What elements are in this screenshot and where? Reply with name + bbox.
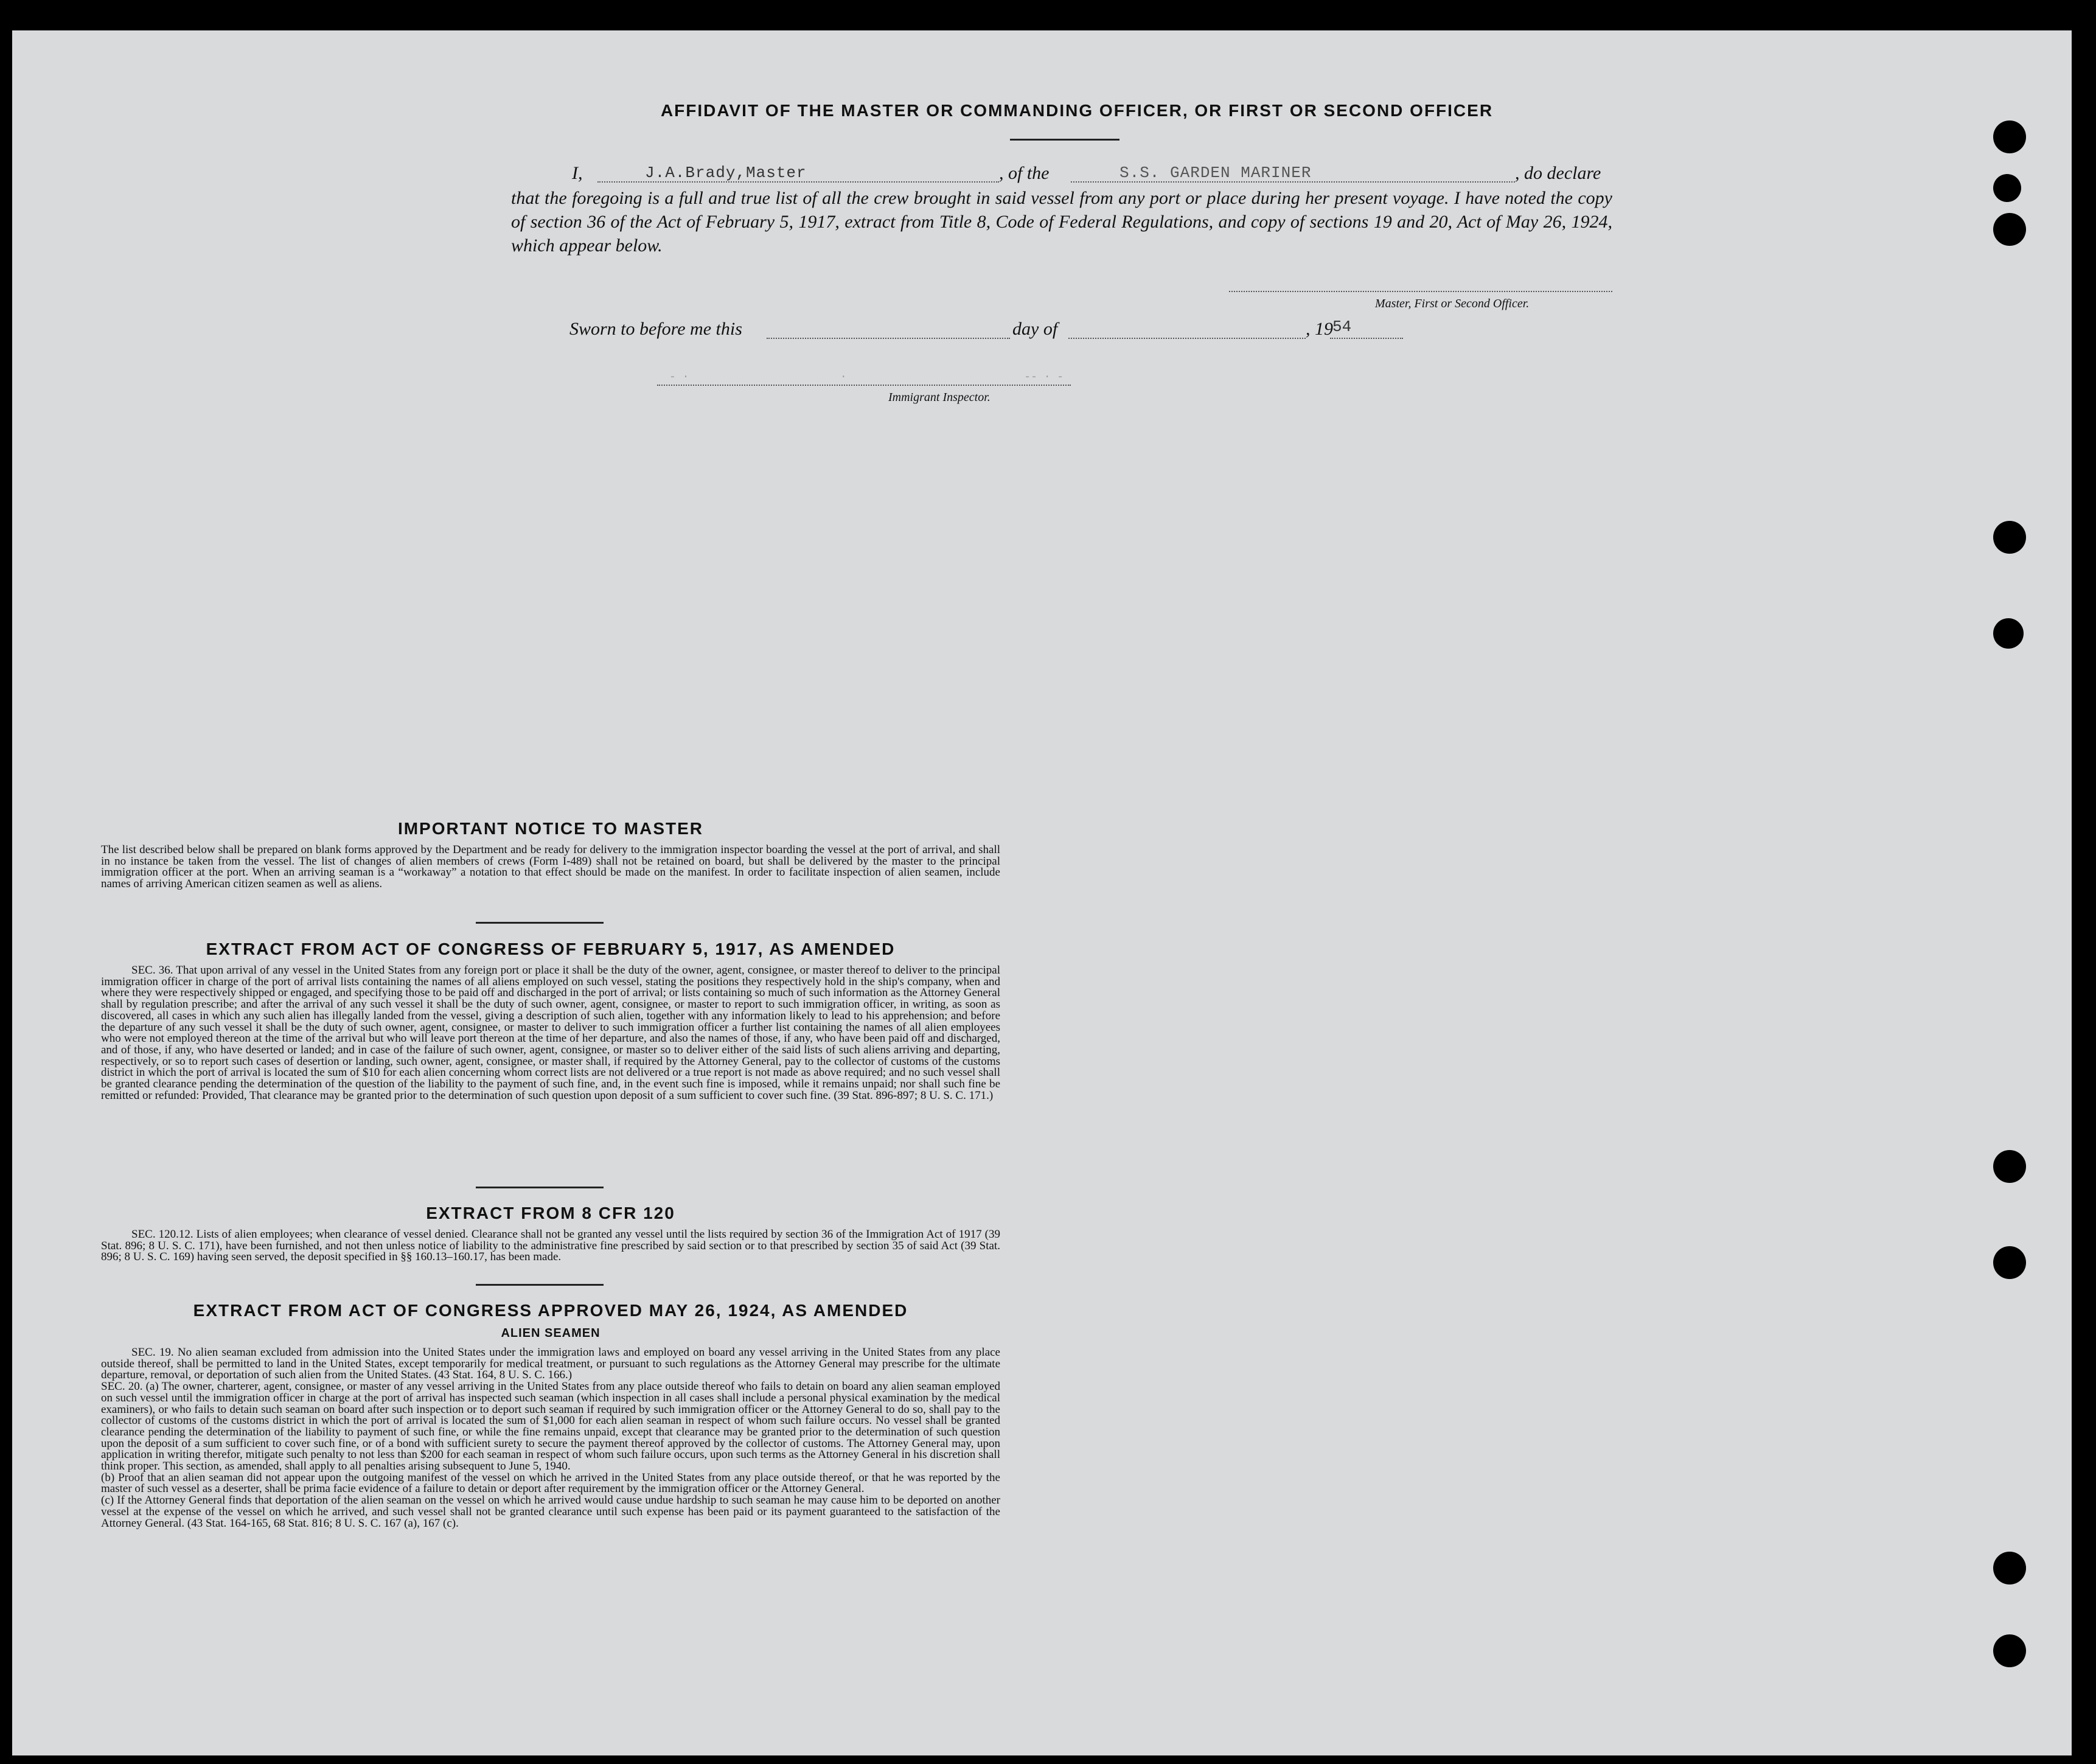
vessel-name-value: S.S. GARDEN MARINER xyxy=(1119,164,1312,182)
notice-text: The list described below shall be prepared on blank forms approved by the Department and be ready for delivery to the immigration inspector boarding the vessel at the port of arrival, and shall in no instance be taken from the vessel. The list of changes of alien members of crews (Form I-489) shall not be retained on board, but shall be delivered by the master to the principal immigration officer at the port. When an arriving seaman is a “workaway” a notation to that effect should be made on the manifest. In order to facilitate inspection of alien seamen, include names of arriving American citizen seamen as well as aliens. xyxy=(101,843,1000,891)
sworn-day-line xyxy=(767,338,1010,339)
master-signature-label: Master, First or Second Officer. xyxy=(1375,297,1530,310)
title-divider xyxy=(1010,139,1119,141)
punch-hole xyxy=(1993,521,2026,554)
master-name-value: J.A.Brady,Master xyxy=(645,164,807,182)
sworn-label: Sworn to before me this xyxy=(569,319,742,339)
inspector-signature-line xyxy=(657,385,1071,386)
affidavit-body: that the foregoing is a full and true list of all the crew brought in said vessel from any port or place during her present voyage. I have noted the copy of section 36 of the Act of February 5, 1917, extract from Title 8, Code of Federal Regulations, and copy of sections 19 and 20, Act of May 26, 1924, which appear below. xyxy=(511,188,1612,256)
affidavit-title: AFFIDAVIT OF THE MASTER OR COMMANDING OFFICER, OR FIRST OR SECOND OFFICER xyxy=(660,101,1494,120)
year-prefix: , 19 xyxy=(1306,319,1333,339)
sworn-month-line xyxy=(1068,338,1306,339)
punch-hole xyxy=(1993,1634,2026,1667)
inspector-label: Immigrant Inspector. xyxy=(888,391,991,404)
extract-cfr-divider xyxy=(476,1284,604,1286)
of-the-label: , of the xyxy=(999,163,1050,183)
punch-hole xyxy=(1993,1246,2026,1279)
punch-hole xyxy=(1993,120,2026,153)
extract-1924-subtitle: ALIEN SEAMEN xyxy=(501,1326,601,1340)
punch-hole xyxy=(1993,618,2024,649)
year-suffix: 54 xyxy=(1332,318,1352,336)
extract-1917-divider xyxy=(476,1187,604,1188)
extract-cfr-text: SEC. 120.12. Lists of alien employees; when clearance of vessel denied. Clearance shall not be granted any vessel until the lists required by section 36 of the Immigration Act of 1917 (39 Stat. 896; 8 U. S. C. 171), have been furnished, and not then unless notice of liability to the administrative fine prescribed by said section or to that prescribed by section 35 of said Act (39 Stat. 896; 8 U. S. C. 169) having seen served, the deposit specified in §§ 160.13–160.17, has been made. xyxy=(101,1228,1000,1264)
bleed-through-marks: - · · -- · - xyxy=(669,371,1064,383)
notice-divider xyxy=(476,922,604,924)
affidavit-i-label: I, xyxy=(572,163,583,183)
extract-1924-text: SEC. 19. No alien seaman excluded from admission into the United States under the immigration laws and employed on board any vessel arriving in the United States from any place outside thereof, shall be permitted to land in the United States, except temporarily for medical treatment, or pursuant to such regulations as the Attorney General may prescribe for the ultimate departure, removal, or deportation of such alien from the United States. (43 Stat. 164, 8 U. S. C. 166.) SEC. 20. (a) The owner, charterer, agent, consignee, or master of any vessel arriving in the United States from any place outside thereof who fails to detain on board any alien seaman employed on such vessel until the immigration officer in charge at the port of arrival has inspected such seaman (which inspection in all cases shall include a personal physical examination by the medical examiners), or who fails to detain such seaman on board after such inspection or to deport such seaman if required by such immigration officer or the Attorney General to do so, shall pay to the collector of customs of the customs district in which the port of arrival is located the sum of $1,000 for each alien seaman in respect of whom such failure occurs. No vessel shall be granted clearance pending the determination of the liability to payment of such fine, or while the fine remains unpaid, except that clearance may be granted prior to the determination of such question upon the deposit of a sum sufficient to cover such fine, or of a bond with sufficient surety to secure the payment thereof approved by the collector of customs. The Attorney General may, upon application in writing therefor, mitigate such penalty to not less than $200 for each seaman in respect of whom such failure occurs, upon such terms as the Attorney General in his discretion shall think proper. This section, as amended, shall apply to all penalties arising subsequent to June 5, 1940. (b) Proof that an alien seaman did not appear upon the outgoing manifest of the vessel on which he arrived in the United States from any place outside thereof, or that he was reported by the master of such vessel as a deserter, shall be prima facie evidence of a failure to detain or deport after requirement by the immigration officer or the Attorney General. (c) If the Attorney General finds that deportation of the alien seaman on the vessel on which he arrived would cause undue hardship to such seaman he may cause him to be deported on another vessel at the expense of the vessel on which he arrived, and such vessel shall not be granted clearance until such expense has been paid or its payment guaranteed to the satisfaction of the Attorney General. (43 Stat. 164-165, 68 Stat. 816; 8 U. S. C. 167 (a), 167 (c). xyxy=(101,1346,1000,1530)
document-page xyxy=(12,30,2072,1755)
day-of-label: day of xyxy=(1012,319,1058,339)
punch-hole xyxy=(1993,213,2026,246)
extract-1917-title: EXTRACT FROM ACT OF CONGRESS OF FEBRUARY 5, 1917, AS AMENDED xyxy=(206,940,896,958)
extract-1924-title: EXTRACT FROM ACT OF CONGRESS APPROVED MAY 26, 1924, AS AMENDED xyxy=(193,1301,908,1320)
punch-hole xyxy=(1993,1150,2026,1183)
do-declare-label: , do declare xyxy=(1515,163,1601,183)
year-line xyxy=(1330,338,1403,339)
punch-hole xyxy=(1993,1552,2026,1584)
extract-cfr-title: EXTRACT FROM 8 CFR 120 xyxy=(426,1204,675,1222)
punch-hole xyxy=(1993,174,2021,202)
notice-title: IMPORTANT NOTICE TO MASTER xyxy=(397,819,704,838)
extract-1917-text: SEC. 36. That upon arrival of any vessel in the United States from any foreign port or place it shall be the duty of the owner, agent, consignee, or master thereof to deliver to the principal immigration officer in charge of the port of arrival lists containing the names of all aliens employed on such vessel, stating the positions they respectively hold in the ship's company, when and where they were respectively shipped or engaged, and specifying those to be paid off and discharged in the port of arrival; or lists containing so much of such information as the Attorney General shall by regulation prescribe; and after the arrival of any such vessel it shall be the duty of such owner, agent, consignee, or master to report to such immigration officer, in writing, as soon as discovered, all cases in which any such alien has illegally landed from the vessel, giving a description of such alien, together with any information likely to lead to his apprehension; and before the departure of any such vessel it shall be the duty of such owner, agent, consignee, or master to deliver to such immigration officer a further list containing the names of all alien employees who were not employed thereon at the time of the arrival but who will leave port thereon at the time of her departure, and also the names of those, if any, who have been paid off and discharged, and of those, if any, who have deserted or landed; and in case of the failure of such owner, agent, consignee, or master so to deliver either of the said lists of such aliens arriving and departing, respectively, or so to report such cases of desertion or landing, such owner, agent, consignee, or master shall, if required by the Attorney General, pay to the collector of customs of the customs district in which the port of arrival is located the sum of $10 for each alien concerning whom correct lists are not delivered or a true report is not made as above required; and no such vessel shall be granted clearance pending the determination of the question of the liability to the payment of such fine, and, in the event such fine is imposed, while it remains unpaid; nor shall such fine be remitted or refunded: Provided, That clearance may be granted prior to the determination of such question upon deposit of a sum sufficient to cover such fine. (39 Stat. 896-897; 8 U. S. C. 171.) xyxy=(101,964,1000,1102)
master-signature-line xyxy=(1229,291,1612,292)
